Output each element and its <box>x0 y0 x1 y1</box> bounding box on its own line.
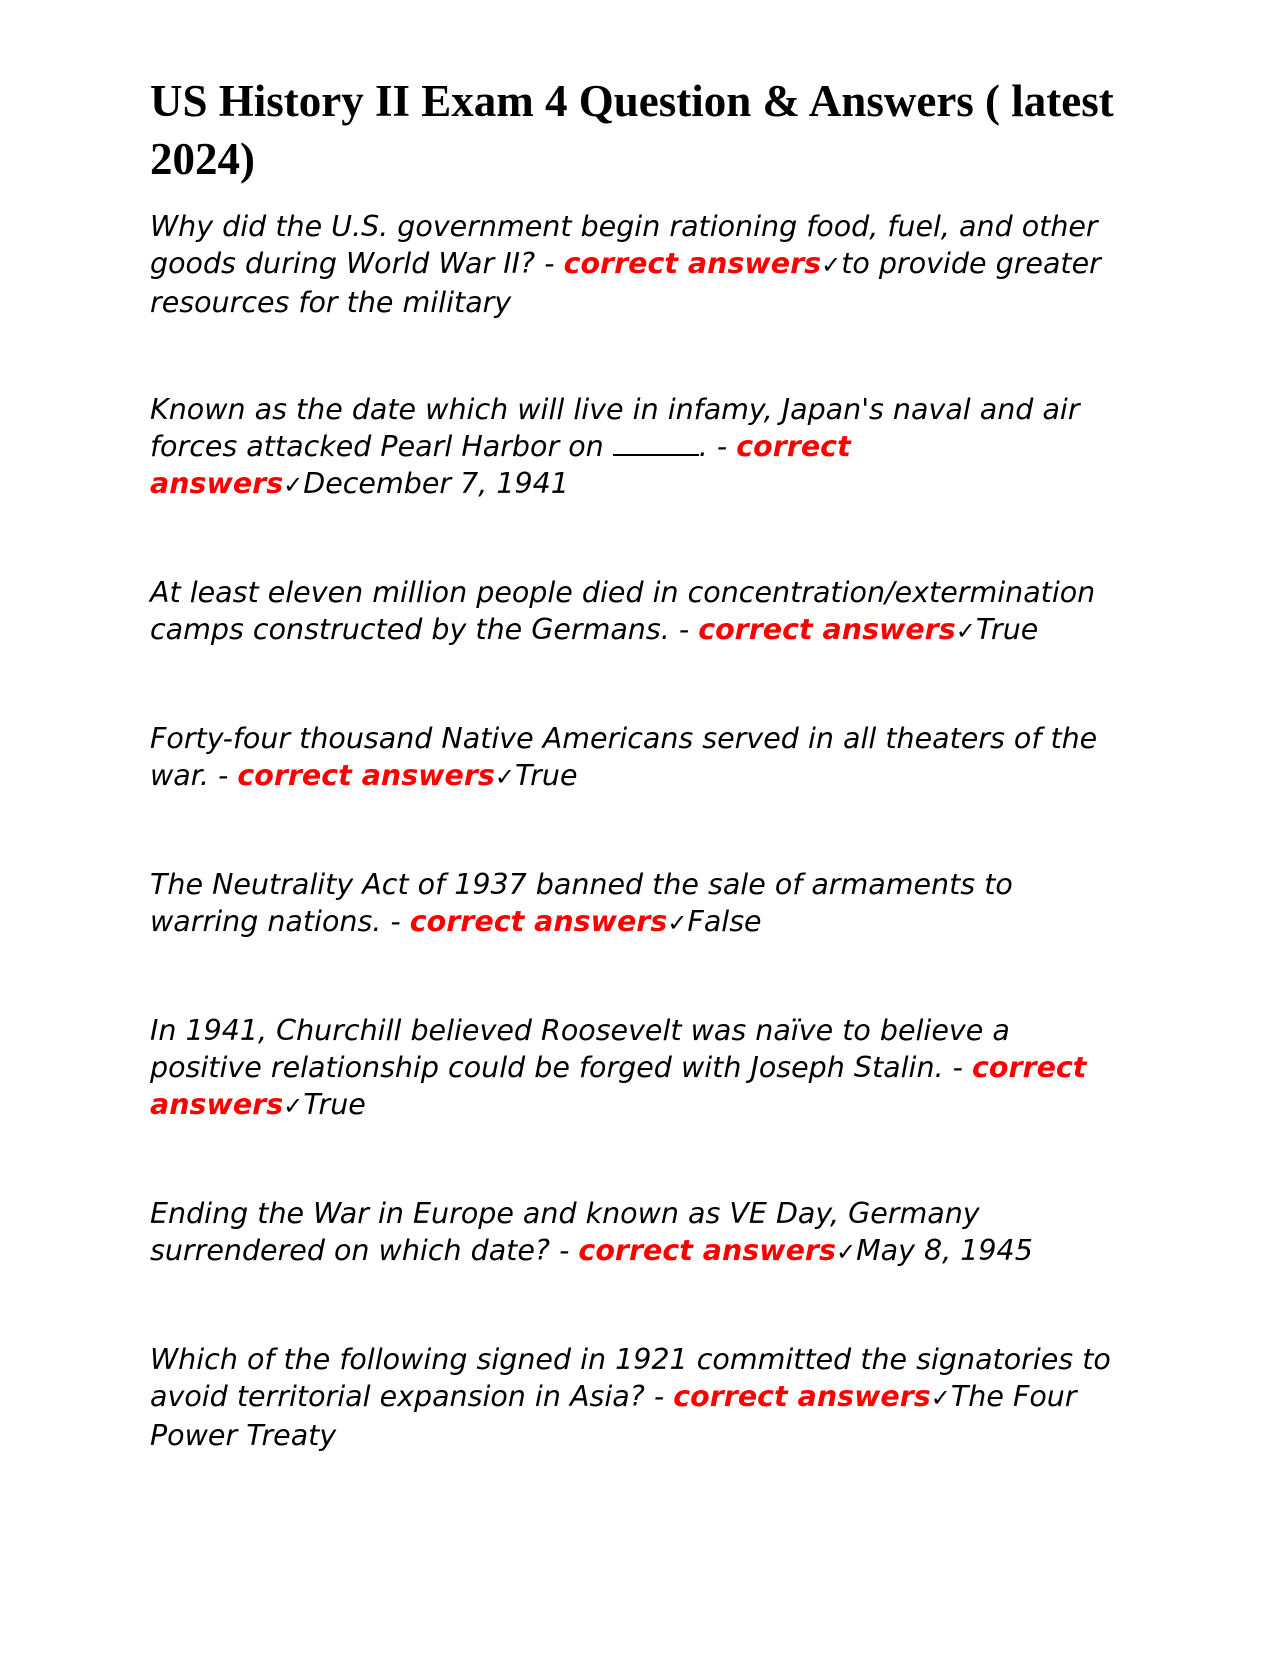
correct-answers-label: correct answers <box>237 759 495 792</box>
correct-answers-label: correct answers <box>409 905 668 938</box>
question-text: Which of the following signed in 1921 committed the signatories to avoid territorial expansion in Asia? <box>150 1343 1111 1413</box>
question-text: In 1941, Churchill believed Roosevelt was naïve to believe a positive relationship could be forged with Joseph Stalin. <box>150 1014 1010 1084</box>
qa-item-5 <box>150 866 1130 942</box>
answer-text: True <box>303 1088 366 1121</box>
document-page <box>150 72 1130 1454</box>
qa-item-8 <box>150 1341 1130 1454</box>
page-title: US History II Exam 4 Question & Answers ( latest 2024) <box>150 76 1114 184</box>
check-icon: ✓ <box>494 763 515 791</box>
answer-text: May 8, 1945 <box>856 1234 1033 1267</box>
dash-separator: - <box>669 613 699 646</box>
qa-item-6 <box>150 1012 1130 1125</box>
dash-separator: - <box>208 759 238 792</box>
qa-item-2 <box>150 391 1130 504</box>
question-text: Known as the date which will live in infamy, Japan's naval and air forces attacked Pearl Harbor on <box>150 393 1080 463</box>
qa-item-3 <box>150 574 1130 650</box>
question-text: The Neutrality Act of 1937 banned the sale of armaments to warring nations. <box>150 868 1013 938</box>
check-icon: ✓ <box>821 251 842 279</box>
question-text-end: . <box>698 430 708 463</box>
correct-answers-label: correct answers <box>150 430 851 500</box>
check-icon: ✓ <box>955 617 976 645</box>
question-text: At least eleven million people died in concentration/extermination camps constructed by the Germans. <box>150 576 1096 646</box>
answer-text: False <box>687 905 762 938</box>
answer-text: to provide greater resources for the military <box>150 247 1101 319</box>
check-icon: ✓ <box>930 1384 951 1412</box>
question-text: Forty-four thousand Native Americans served in all theaters of the war. <box>150 722 1098 792</box>
answer-text: The Four Power Treaty <box>150 1380 1077 1452</box>
question-text: Why did the U.S. government begin rationing food, fuel, and other goods during World War II? <box>150 210 1098 280</box>
check-icon: ✓ <box>835 1238 857 1266</box>
correct-answers-label: correct answers <box>698 613 956 646</box>
dash-separator: - <box>550 1234 579 1267</box>
correct-answers-label: correct answers <box>563 247 822 280</box>
qa-item-1 <box>150 208 1130 321</box>
dash-separator: - <box>644 1380 674 1413</box>
fill-in-blank <box>613 430 699 456</box>
qa-item-4 <box>150 720 1130 796</box>
correct-answers-label: correct answers <box>150 1051 1087 1121</box>
correct-answers-label: correct answers <box>673 1380 931 1413</box>
dash-separator: - <box>535 247 564 280</box>
check-icon: ✓ <box>283 471 304 499</box>
dash-separator: - <box>707 430 737 463</box>
dash-separator: - <box>381 905 410 938</box>
qa-item-7 <box>150 1195 1130 1271</box>
dash-separator: - <box>943 1051 972 1084</box>
correct-answers-label: correct answers <box>578 1234 836 1267</box>
check-icon: ✓ <box>283 1092 304 1120</box>
question-text: Ending the War in Europe and known as VE Day, Germany surrendered on which date? <box>150 1197 980 1267</box>
check-icon: ✓ <box>667 909 688 937</box>
answer-text: True <box>975 613 1039 646</box>
answer-text: December 7, 1941 <box>303 467 569 500</box>
answer-text: True <box>514 759 578 792</box>
